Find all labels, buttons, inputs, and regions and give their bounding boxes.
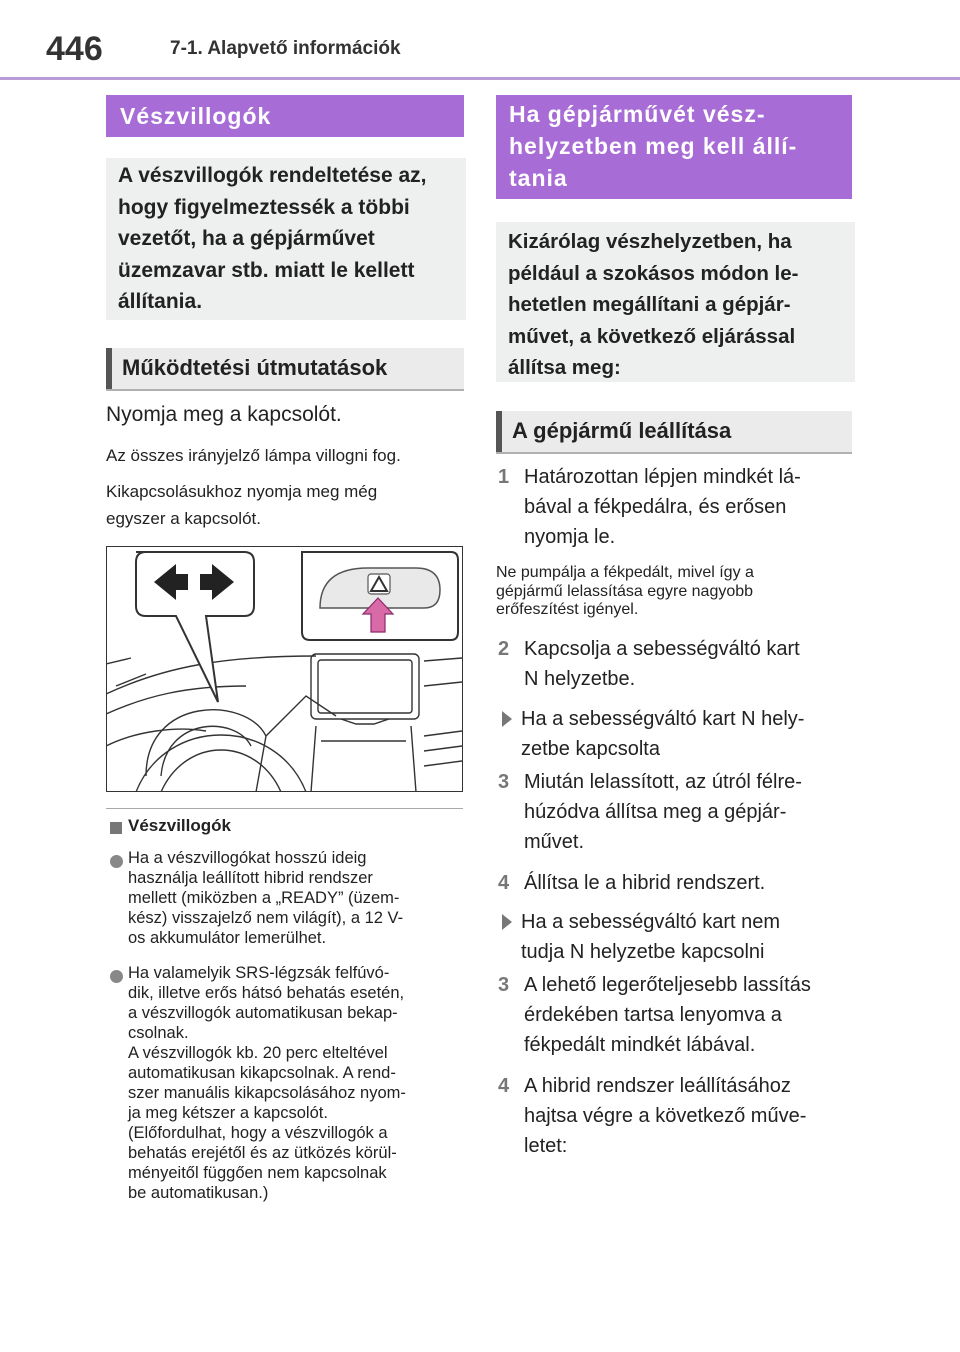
bullet-icon	[110, 970, 123, 983]
step-3a	[524, 767, 802, 857]
case-arrow-icon	[502, 914, 512, 930]
case-not-neutral	[521, 907, 780, 967]
step-number: 4	[498, 872, 510, 894]
note-line: ja meg kétszer a kapcsolót.	[128, 1104, 328, 1122]
step-number: 4	[498, 1075, 510, 1097]
step-line: húzódva állítsa meg a gépjár-	[524, 801, 787, 823]
title-band-hazard	[106, 95, 464, 137]
note-line: dik, illetve erős hátsó behatás esetén,	[128, 984, 405, 1002]
note-line: a vészvillogók automatikusan bekap-	[128, 1004, 398, 1022]
case-line: Ha a sebességváltó kart N hely-	[521, 708, 805, 730]
title-hazard: Vészvillogók	[120, 103, 272, 129]
step-number: 3	[498, 974, 510, 996]
case-line: Ha a sebességváltó kart nem	[521, 911, 781, 933]
note-line: kész) visszajelző nem világít), a 12 V-	[128, 909, 404, 927]
step-line: Állítsa le a hibrid rendszert.	[524, 872, 766, 894]
page-number: 446	[46, 30, 103, 68]
stop-heading	[496, 411, 852, 452]
step-line: nyomja le.	[524, 526, 616, 548]
divider	[106, 808, 463, 809]
case-line: zetbe kapcsolta	[521, 738, 660, 760]
note-line: ményeitől függően nem kapcsolnak	[128, 1164, 387, 1182]
step-line: A hibrid rendszer leállításához	[524, 1075, 791, 1097]
title-emergency-line: tania	[509, 165, 568, 191]
intro-line: hogy figyelmeztessék a többi	[118, 195, 410, 219]
step-1-note	[496, 564, 754, 620]
stop-heading-text: A gépjármű leállítása	[512, 418, 732, 443]
note-line: A vészvillogók kb. 20 perc elteltével	[128, 1044, 388, 1062]
intro-line: például a szokásos módon le-	[508, 261, 799, 285]
intro-line: Kizárólag vészhelyzetben, ha	[508, 230, 792, 253]
note-line: csolnak.	[128, 1024, 189, 1042]
instructions-heading-text: Működtetési útmutatások	[122, 355, 388, 380]
step-line: művet.	[524, 831, 585, 853]
note-line: Ha valamelyik SRS-légzsák felfúvó-	[128, 964, 390, 982]
title-emergency-line: Ha gépjárművét vész-	[509, 101, 766, 127]
note-line: be automatikusan.)	[128, 1184, 269, 1202]
instructions-heading	[106, 348, 464, 389]
intro-box-emergency	[496, 222, 855, 382]
note-line: mellett (miközben a „READY” (üzem-	[128, 889, 400, 907]
intro-box-hazard	[106, 158, 466, 320]
note-blink: Az összes irányjelző lámpa villogni fog.	[106, 446, 401, 465]
step-number: 2	[498, 638, 510, 660]
intro-line: üzemzavar stb. miatt le kellett	[118, 258, 415, 282]
title-band-emergency	[496, 95, 852, 199]
notes-heading: Vészvillogók	[128, 816, 231, 835]
note-line: automatikusan kikapcsolnak. A rend-	[128, 1064, 396, 1082]
intro-line: művet, a következő eljárással	[508, 324, 796, 348]
step-1	[524, 462, 801, 552]
title-emergency-line: helyzetben meg kell állí-	[509, 133, 798, 159]
press-instruction: Nyomja meg a kapcsolót.	[106, 403, 342, 426]
case-neutral	[521, 704, 804, 764]
note-off-line: Kikapcsolásukhoz nyomja meg még	[106, 482, 378, 501]
note-line: Ha a vészvillogókat hosszú ideig	[128, 849, 367, 867]
step-line: hajtsa végre a következő műve-	[524, 1105, 807, 1127]
intro-line: vezetőt, ha a gépjárművet	[118, 227, 375, 250]
dashboard-illustration	[106, 546, 463, 792]
step-line: letet:	[524, 1135, 568, 1157]
step-4a	[524, 868, 765, 898]
step-line: érdekében tartsa lenyomva a	[524, 1004, 782, 1026]
note-line: gépjármű lelassítása egyre nagyobb	[496, 582, 754, 600]
note-line: os akkumulátor lemerülhet.	[128, 929, 327, 947]
step-line: N helyzetbe.	[524, 668, 636, 690]
note-line: szer manuális kikapcsolásához nyom-	[128, 1084, 406, 1102]
case-arrow-icon	[502, 711, 512, 727]
note-line: Ne pumpálja a fékpedált, mivel így a	[496, 564, 754, 581]
step-line: Miután lelassított, az útról félre-	[524, 771, 802, 793]
note-off	[106, 478, 377, 532]
note-battery	[128, 848, 403, 948]
step-2	[524, 634, 800, 694]
note-line: használja leállított hibrid rendszer	[128, 869, 373, 887]
square-bullet-icon	[110, 822, 122, 834]
case-line: tudja N helyzetbe kapcsolni	[521, 941, 765, 963]
intro-line: hetetlen megállítani a gépjár-	[508, 293, 791, 316]
step-3b	[524, 970, 811, 1060]
note-line: behatás erejétől és az ütközés körül-	[128, 1144, 397, 1162]
intro-line: A vészvillogók rendeltetése az,	[118, 164, 427, 187]
step-number: 3	[498, 771, 510, 793]
note-airbag	[128, 963, 406, 1203]
note-line: erőfeszítést igényel.	[496, 601, 639, 618]
header-rule	[0, 77, 960, 80]
step-line: fékpedált mindkét lábával.	[524, 1034, 756, 1056]
step-line: A lehető legerőteljesebb lassítás	[524, 974, 811, 996]
step-number: 1	[498, 466, 510, 488]
step-4b	[524, 1071, 806, 1161]
intro-line: állítania.	[118, 290, 203, 313]
intro-line: állítsa meg:	[508, 356, 621, 379]
section-title: 7-1. Alapvető információk	[170, 38, 401, 59]
bullet-icon	[110, 855, 123, 868]
note-off-line: egyszer a kapcsolót.	[106, 509, 261, 528]
note-line: (Előfordulhat, hogy a vészvillogók a	[128, 1124, 388, 1142]
step-line: Határozottan lépjen mindkét lá-	[524, 466, 801, 488]
step-line: bával a fékpedálra, és erősen	[524, 496, 787, 518]
step-line: Kapcsolja a sebességváltó kart	[524, 638, 800, 660]
